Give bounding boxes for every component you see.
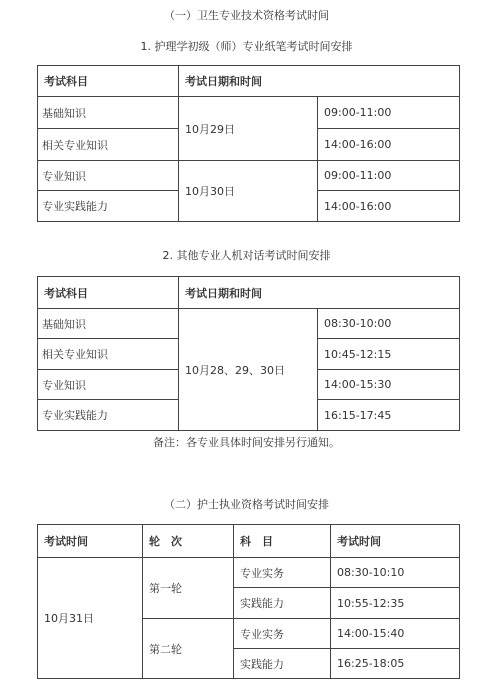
time-cell: 10:55-12:35 — [331, 588, 460, 619]
time-cell: 16:25-18:05 — [331, 649, 460, 679]
table-row — [38, 309, 460, 339]
subject-cell: 专业知识 — [38, 161, 179, 191]
subject-cell: 基础知识 — [38, 97, 179, 129]
header-exam-time: 考试时间 — [38, 525, 143, 558]
header-subject: 科 目 — [234, 525, 331, 558]
section2-title: （二）护士执业资格考试时间安排 — [164, 498, 329, 511]
table-row — [38, 97, 460, 129]
subject-cell: 相关专业知识 — [38, 339, 179, 370]
date-cell: 10月30日 — [179, 161, 318, 222]
date-cell: 10月29日 — [179, 97, 318, 161]
time-cell: 14:00-16:00 — [318, 191, 460, 222]
header-subject: 考试科目 — [38, 66, 179, 97]
table-row — [38, 161, 460, 191]
header-round: 轮 次 — [143, 525, 234, 558]
sub1-title: 1. 护理学初级（师）专业纸笔考试时间安排 — [140, 40, 353, 53]
subject-cell: 专业实践能力 — [38, 400, 179, 431]
subject-cell: 专业实务 — [234, 558, 331, 588]
sub2-title: 2. 其他专业人机对话考试时间安排 — [162, 249, 331, 262]
computer-exam-table — [37, 276, 460, 431]
subject-cell: 专业实务 — [234, 619, 331, 649]
header-subject: 考试科目 — [38, 277, 179, 309]
nurse-exam-table — [37, 524, 460, 679]
time-cell: 08:30-10:00 — [318, 309, 460, 339]
header-time: 考试时间 — [331, 525, 460, 558]
subject-cell: 基础知识 — [38, 309, 179, 339]
time-cell: 14:00-16:00 — [318, 129, 460, 161]
time-cell: 09:00-11:00 — [318, 161, 460, 191]
date-cell: 10月28、29、30日 — [179, 309, 318, 431]
date-cell: 10月31日 — [38, 558, 143, 679]
paper-exam-table — [37, 65, 460, 222]
header-datetime: 考试日期和时间 — [179, 66, 460, 97]
time-cell: 10:45-12:15 — [318, 339, 460, 370]
subject-cell: 专业知识 — [38, 370, 179, 400]
table-row — [38, 558, 460, 588]
subject-cell: 实践能力 — [234, 649, 331, 679]
subject-cell: 相关专业知识 — [38, 129, 179, 161]
subject-cell: 实践能力 — [234, 588, 331, 619]
header-datetime: 考试日期和时间 — [179, 277, 460, 309]
round-cell: 第二轮 — [143, 619, 234, 679]
time-cell: 14:00-15:40 — [331, 619, 460, 649]
time-cell: 16:15-17:45 — [318, 400, 460, 431]
section1-title: （一）卫生专业技术资格考试时间 — [164, 9, 329, 22]
sub2-note: 备注：各专业具体时间安排另行通知。 — [153, 436, 340, 449]
round-cell: 第一轮 — [143, 558, 234, 619]
subject-cell: 专业实践能力 — [38, 191, 179, 222]
time-cell: 14:00-15:30 — [318, 370, 460, 400]
time-cell: 09:00-11:00 — [318, 97, 460, 129]
time-cell: 08:30-10:10 — [331, 558, 460, 588]
